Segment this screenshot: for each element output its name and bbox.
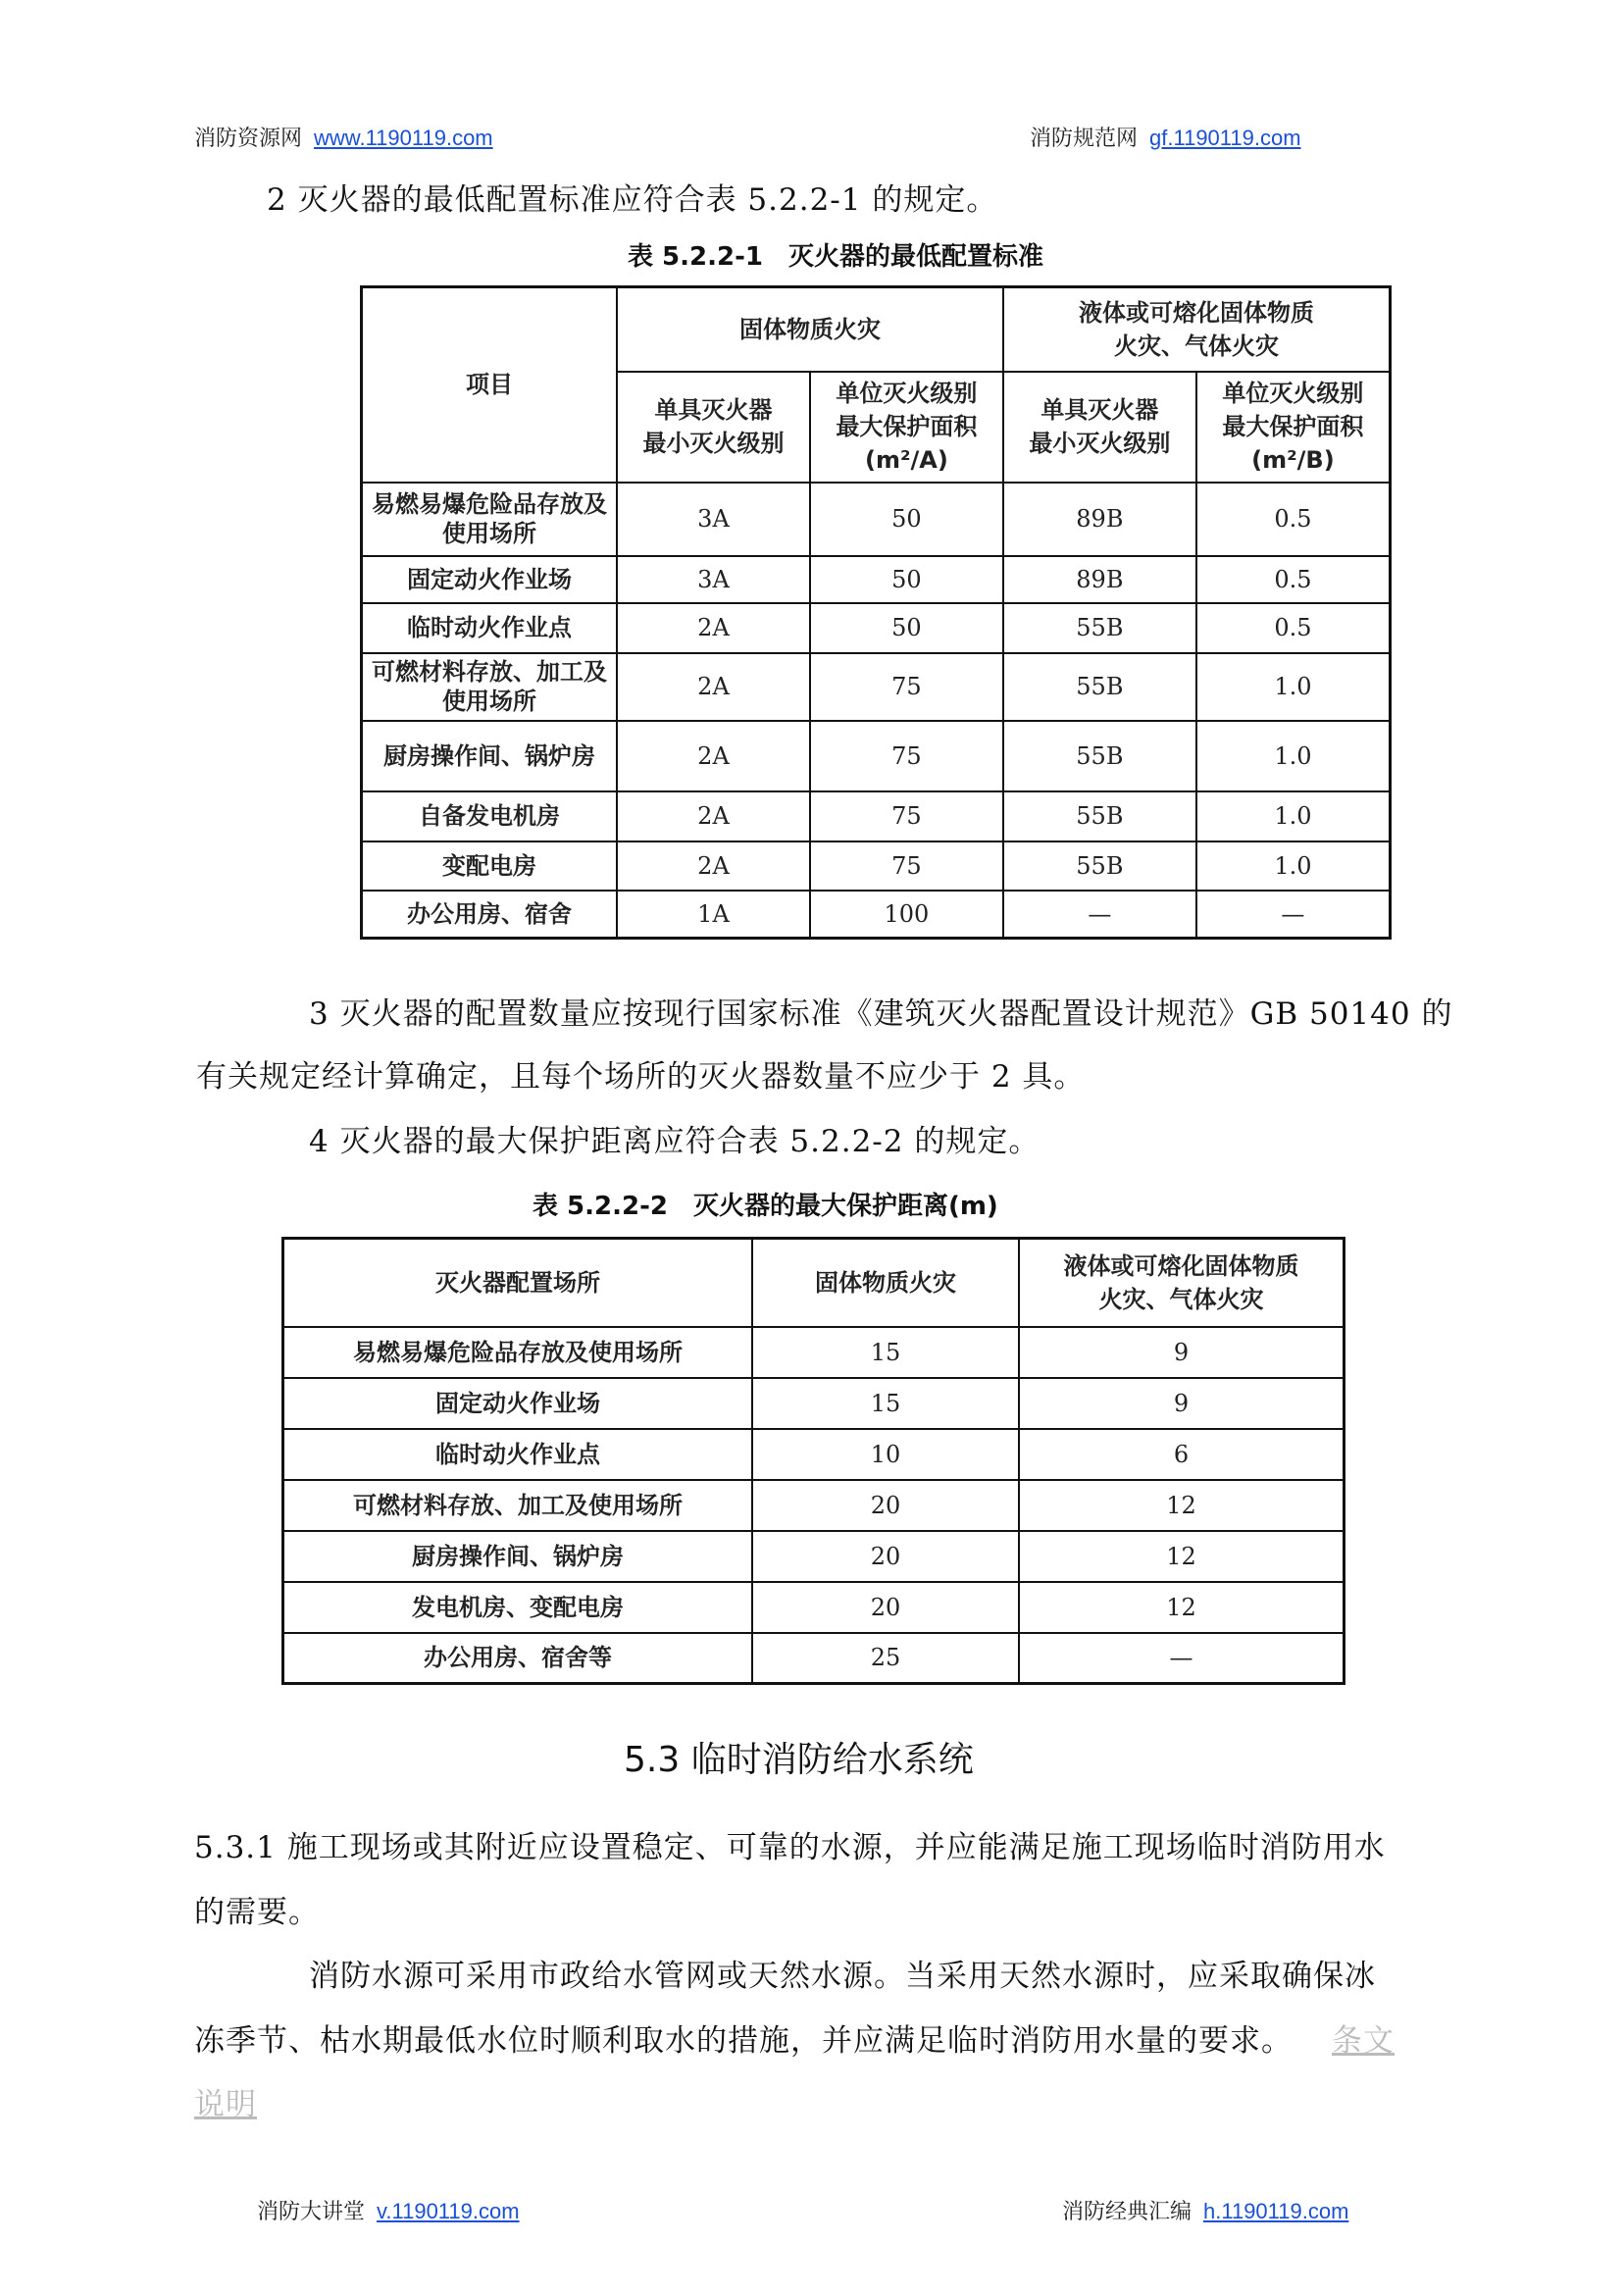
table-row bbox=[362, 841, 1391, 891]
row-label: 临时动火作业点 bbox=[362, 603, 618, 653]
row-label: 自备发电机房 bbox=[362, 791, 618, 841]
cell-value: 1A bbox=[617, 891, 810, 939]
footer-left-label: 消防大讲堂 bbox=[257, 2200, 366, 2224]
table-row bbox=[283, 1429, 1345, 1480]
cell-value: 100 bbox=[810, 891, 1003, 939]
cell-value: 12 bbox=[1019, 1480, 1345, 1531]
cell-value: 15 bbox=[752, 1327, 1019, 1378]
cell-value: 3A bbox=[617, 556, 810, 603]
header-right-label: 消防规范网 bbox=[1030, 127, 1139, 151]
table-row bbox=[283, 1582, 1345, 1633]
para-531-line1: 5.3.1 施工现场或其附近应设置稳定、可靠的水源，并应能满足施工现场临时消防用水 bbox=[194, 1830, 1386, 1865]
cell-value: 75 bbox=[810, 791, 1003, 841]
cell-value: 1.0 bbox=[1196, 791, 1391, 841]
row-label: 易燃易爆危险品存放及使用场所 bbox=[362, 483, 618, 556]
cell-value: 75 bbox=[810, 721, 1003, 791]
footer-right-link[interactable]: h.1190119.com bbox=[1203, 2199, 1349, 2223]
cell-value: 55B bbox=[1003, 791, 1196, 841]
table-row bbox=[362, 791, 1391, 841]
header-left-link[interactable]: www.1190119.com bbox=[314, 126, 493, 150]
cell-value: 2A bbox=[617, 841, 810, 891]
cell-value: 2A bbox=[617, 721, 810, 791]
cell-value: 20 bbox=[752, 1582, 1019, 1633]
para-2: 2 灭火器的最低配置标准应符合表 5.2.2-1 的规定。 bbox=[267, 182, 998, 218]
row-label: 固定动火作业场 bbox=[283, 1378, 753, 1429]
row-label: 发电机房、变配电房 bbox=[283, 1582, 753, 1633]
row-label: 临时动火作业点 bbox=[283, 1429, 753, 1480]
cell-value: 0.5 bbox=[1196, 556, 1391, 603]
table-min-config bbox=[360, 285, 1392, 940]
subheader-1: 单位灭火级别 最大保护面积 (m²/A) bbox=[810, 372, 1003, 483]
row-label: 可燃材料存放、加工及使用场所 bbox=[362, 653, 618, 721]
cell-value: 75 bbox=[810, 653, 1003, 721]
cell-value: 50 bbox=[810, 483, 1003, 556]
table-row bbox=[362, 603, 1391, 653]
para-4: 4 灭火器的最大保护距离应符合表 5.2.2-2 的规定。 bbox=[309, 1124, 1040, 1159]
row-label: 固定动火作业场 bbox=[362, 556, 618, 603]
footer-right bbox=[1062, 2195, 1348, 2225]
cell-value: — bbox=[1196, 891, 1391, 939]
cell-value: 55B bbox=[1003, 603, 1196, 653]
cell-value: 1.0 bbox=[1196, 653, 1391, 721]
commentary-link[interactable]: 条文 bbox=[1332, 2023, 1395, 2059]
cell-value: 2A bbox=[617, 653, 810, 721]
table-row bbox=[283, 1531, 1345, 1582]
header-solid: 固体物质火灾 bbox=[752, 1239, 1019, 1327]
subheader-3: 单位灭火级别 最大保护面积 (m²/B) bbox=[1196, 372, 1391, 483]
cell-value: 0.5 bbox=[1196, 483, 1391, 556]
row-label: 易燃易爆危险品存放及使用场所 bbox=[283, 1327, 753, 1378]
cell-value: 2A bbox=[617, 791, 810, 841]
cell-value: 55B bbox=[1003, 721, 1196, 791]
table2-title: 表 5.2.2-2 灭火器的最大保护距离(m) bbox=[533, 1192, 998, 1221]
cell-value: 3A bbox=[617, 483, 810, 556]
subheader-0: 单具灭火器 最小灭火级别 bbox=[617, 372, 810, 483]
row-label: 办公用房、宿舍 bbox=[362, 891, 618, 939]
cell-value: 2A bbox=[617, 603, 810, 653]
cell-value: 89B bbox=[1003, 483, 1196, 556]
cell-value: 55B bbox=[1003, 841, 1196, 891]
cell-value: 75 bbox=[810, 841, 1003, 891]
cell-value: 50 bbox=[810, 603, 1003, 653]
para-3-line1: 3 灭火器的配置数量应按现行国家标准《建筑灭火器配置设计规范》GB 50140 的 bbox=[309, 996, 1453, 1032]
table-row bbox=[362, 556, 1391, 603]
header-right-link[interactable]: gf.1190119.com bbox=[1149, 126, 1301, 150]
footer-left-link[interactable]: v.1190119.com bbox=[377, 2199, 520, 2223]
cell-value: — bbox=[1003, 891, 1196, 939]
row-label: 变配电房 bbox=[362, 841, 618, 891]
row-label: 厨房操作间、锅炉房 bbox=[283, 1531, 753, 1582]
header-group-solid: 固体物质火灾 bbox=[617, 287, 1003, 372]
cell-value: 15 bbox=[752, 1378, 1019, 1429]
table-max-distance bbox=[281, 1237, 1345, 1685]
cell-value: — bbox=[1019, 1633, 1345, 1684]
cell-value: 9 bbox=[1019, 1378, 1345, 1429]
table-row bbox=[362, 721, 1391, 791]
cell-value: 25 bbox=[752, 1633, 1019, 1684]
footer-left bbox=[257, 2195, 520, 2225]
section-title: 5.3 临时消防给水系统 bbox=[624, 1740, 974, 1780]
cell-value: 12 bbox=[1019, 1531, 1345, 1582]
header-liquid: 液体或可熔化固体物质 火灾、气体火灾 bbox=[1019, 1239, 1345, 1327]
para-531-line2: 的需要。 bbox=[194, 1895, 320, 1930]
cell-value: 1.0 bbox=[1196, 721, 1391, 791]
cell-value: 9 bbox=[1019, 1327, 1345, 1378]
cell-value: 89B bbox=[1003, 556, 1196, 603]
table-row bbox=[283, 1327, 1345, 1378]
row-label: 可燃材料存放、加工及使用场所 bbox=[283, 1480, 753, 1531]
table-row bbox=[283, 1378, 1345, 1429]
table-row bbox=[362, 891, 1391, 939]
row-label: 厨房操作间、锅炉房 bbox=[362, 721, 618, 791]
table-row bbox=[362, 653, 1391, 721]
table-row bbox=[283, 1480, 1345, 1531]
commentary-link-cont[interactable]: 说明 bbox=[194, 2087, 257, 2122]
header-item: 项目 bbox=[362, 287, 618, 483]
row-label: 办公用房、宿舍等 bbox=[283, 1633, 753, 1684]
header-place: 灭火器配置场所 bbox=[283, 1239, 753, 1327]
table-row bbox=[283, 1633, 1345, 1684]
cell-value: 0.5 bbox=[1196, 603, 1391, 653]
cell-value: 1.0 bbox=[1196, 841, 1391, 891]
cell-value: 55B bbox=[1003, 653, 1196, 721]
header-right bbox=[1030, 122, 1301, 152]
table1-title: 表 5.2.2-1 灭火器的最低配置标准 bbox=[628, 242, 1043, 272]
para-water-line1: 消防水源可采用市政给水管网或天然水源。当采用天然水源时，应采取确保冰 bbox=[309, 1959, 1376, 1994]
cell-value: 50 bbox=[810, 556, 1003, 603]
table-row bbox=[362, 483, 1391, 556]
cell-value: 20 bbox=[752, 1480, 1019, 1531]
cell-value: 12 bbox=[1019, 1582, 1345, 1633]
header-group-liquid: 液体或可熔化固体物质 火灾、气体火灾 bbox=[1003, 287, 1391, 372]
subheader-2: 单具灭火器 最小灭火级别 bbox=[1003, 372, 1196, 483]
para-3-line2: 有关规定经计算确定，且每个场所的灭火器数量不应少于 2 具。 bbox=[196, 1059, 1086, 1095]
cell-value: 20 bbox=[752, 1531, 1019, 1582]
header-left bbox=[194, 122, 493, 152]
header-left-label: 消防资源网 bbox=[194, 127, 303, 151]
cell-value: 10 bbox=[752, 1429, 1019, 1480]
para-water-line2: 冻季节、枯水期最低水位时顺利取水的措施，并应满足临时消防用水量的要求。 条文 bbox=[194, 2023, 1395, 2059]
cell-value: 6 bbox=[1019, 1429, 1345, 1480]
footer-right-label: 消防经典汇编 bbox=[1062, 2200, 1193, 2224]
